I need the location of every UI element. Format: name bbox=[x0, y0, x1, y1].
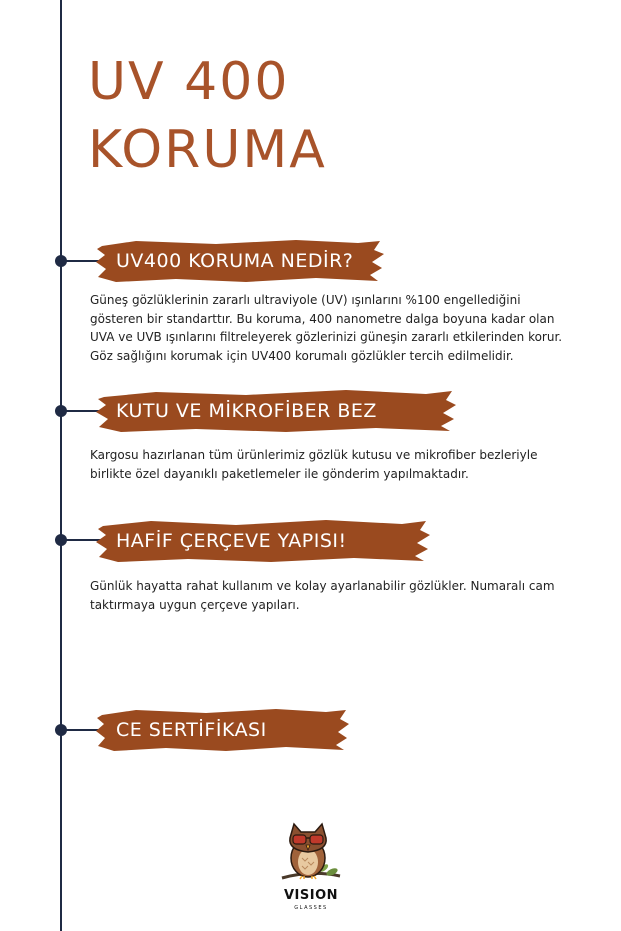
section-banner bbox=[96, 707, 350, 753]
section-heading: HAFİF ÇERÇEVE YAPISI! bbox=[116, 530, 347, 552]
title-line-2: KORUMA bbox=[88, 120, 327, 180]
section-text: Kargosu hazırlanan tüm ürünlerimiz gözlük kutusu ve mikrofiber bezleriyle birlikte özel dayanıklı paketlemeler ile gönderim yapılmaktadır. bbox=[90, 448, 538, 481]
section-text: Güneş gözlüklerinin zararlı ultraviyole (UV) ışınlarını %100 engellediğini gösteren bir standarttır. Bu koruma, 400 nanometre dalga boyuna kadar olan UVA ve UVB ışınlarını filtreleyerek gözlerinizi güneşin zararlı etkilerinden korur. Göz sağlığını korumak için UV400 korumalı gözlükler tercih edilmelidir. bbox=[90, 293, 563, 363]
timeline-connector bbox=[61, 729, 101, 731]
timeline-line bbox=[60, 0, 62, 931]
section-heading: UV400 KORUMA NEDİR? bbox=[116, 250, 354, 272]
timeline-connector bbox=[61, 260, 101, 262]
logo-brand-name: VISION bbox=[283, 888, 339, 903]
section-banner bbox=[96, 518, 432, 564]
section-banner bbox=[96, 388, 458, 434]
owl-with-sunglasses-icon bbox=[276, 818, 346, 890]
section-banner bbox=[96, 238, 386, 284]
section-text: Günlük hayatta rahat kullanım ve kolay ayarlanabilir gözlükler. Numaralı cam taktırmaya uygun çerçeve yapıları. bbox=[90, 579, 555, 612]
brand-logo bbox=[276, 818, 346, 924]
section-heading: CE SERTİFİKASI bbox=[116, 719, 267, 741]
logo-brand-subtitle: GLASSES bbox=[294, 905, 328, 911]
title-line-1: UV 400 bbox=[88, 52, 290, 112]
timeline-connector bbox=[61, 539, 101, 541]
page-title bbox=[88, 48, 327, 184]
timeline-connector bbox=[61, 410, 101, 412]
section-heading: KUTU VE MİKROFİBER BEZ bbox=[116, 400, 377, 422]
